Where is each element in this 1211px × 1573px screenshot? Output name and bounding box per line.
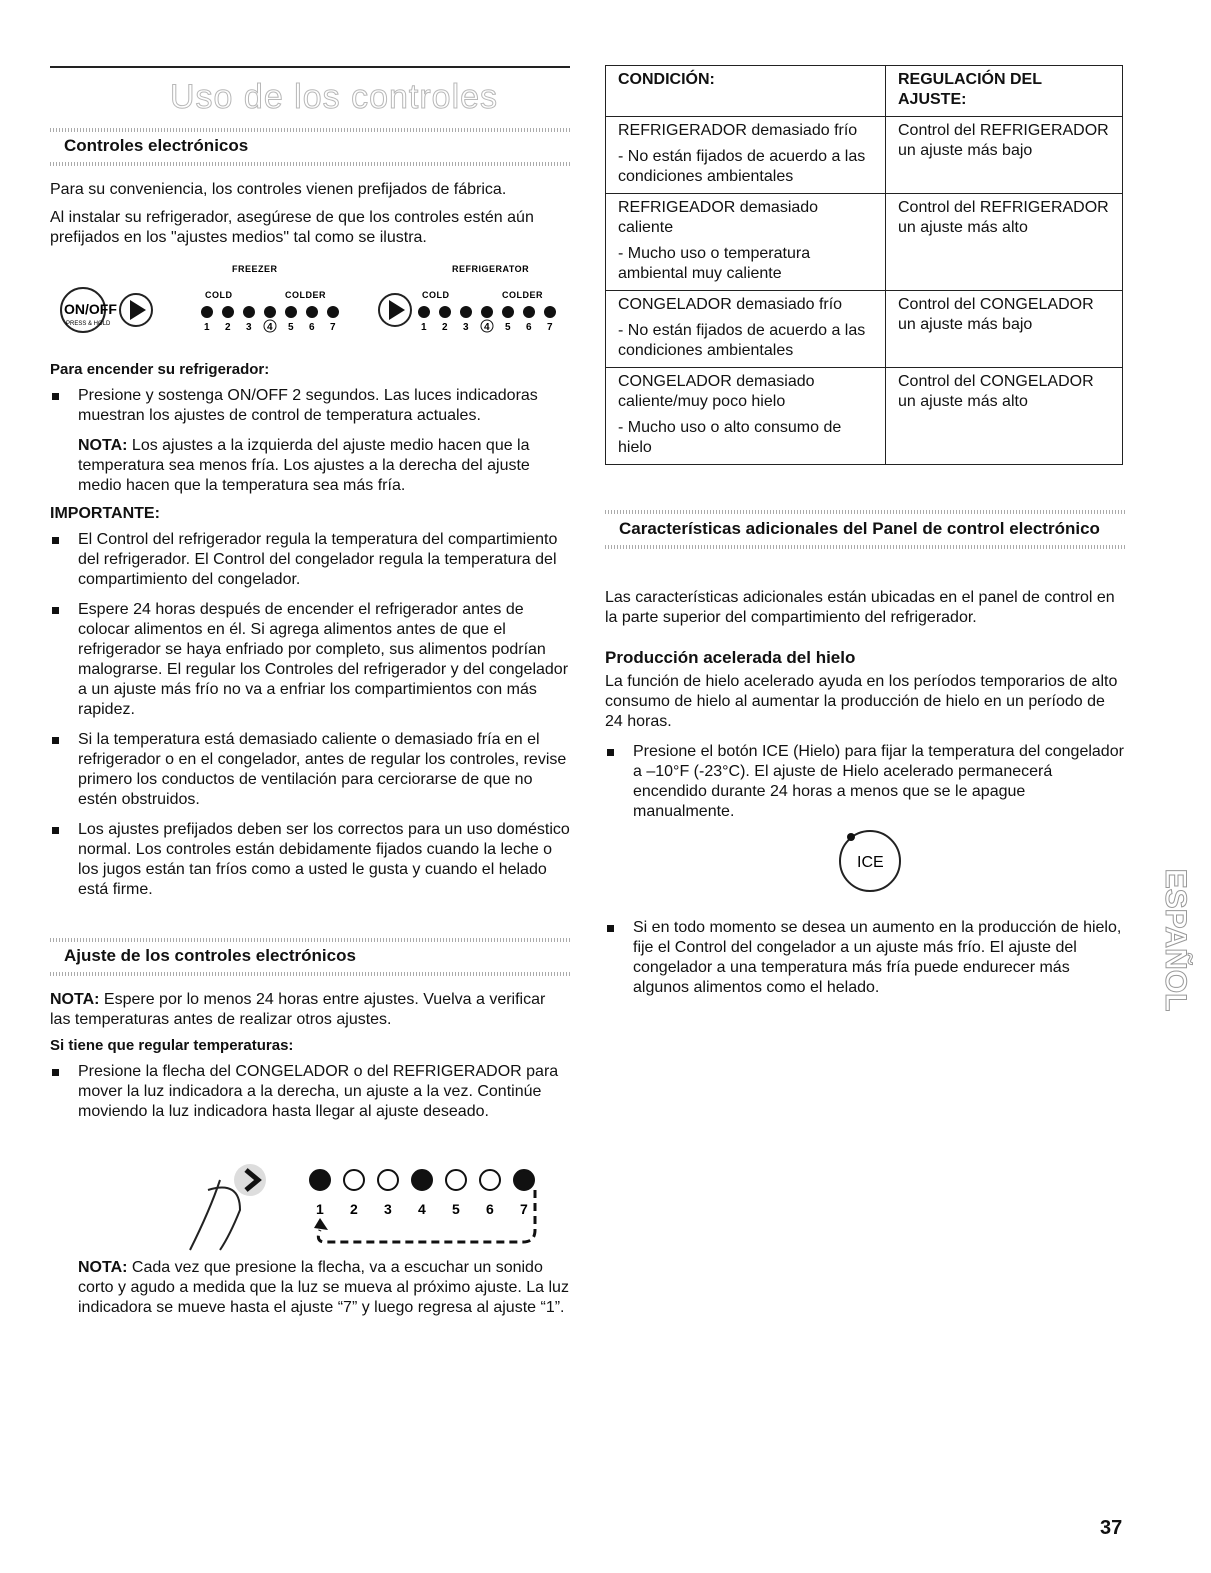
note-text: Cada vez que presione la flecha, va a escuchar un sonido corto y agudo a medida que la luz se mueva al próximo ajuste. La luz indicadora se mueve hasta el ajuste “7” y luego regresa al ajuste “1”. [78, 1259, 569, 1316]
note-label: NOTA: [50, 991, 100, 1008]
adjustment-cell: Control del CONGELADOR un ajuste más bajo [886, 291, 1123, 368]
arrow-right-icon [130, 300, 146, 320]
setting-number: 1 [421, 322, 427, 333]
setting-number: 3 [463, 322, 469, 333]
list-item: El Control del refrigerador regula la temperatura del compartimiento del refrigerador. El Control del congelador regula la temperatura del compartimiento del congelador. [50, 530, 570, 590]
note-text: Espere por lo menos 24 horas entre ajustes. Vuelva a verificar las temperaturas antes de realizar otros ajustes. [50, 991, 546, 1028]
section-heading: Características adicionales del Panel de control electrónico [619, 519, 1100, 538]
setting-number: 7 [520, 1201, 528, 1217]
section-heading: Ajuste de los controles electrónicos [64, 946, 356, 965]
subheading: Producción acelerada del hielo [605, 648, 856, 667]
indicator-dot [201, 306, 213, 318]
note-text: Los ajustes a la izquierda del ajuste medio hacen que la temperatura sea menos fría. Los ajustes a la derecha del ajuste medio hacen que la temperatura sea más fría. [78, 437, 530, 494]
setting-number: 2 [442, 322, 448, 333]
setting-number: 6 [526, 322, 532, 333]
paragraph: La función de hielo acelerado ayuda en los períodos temporarios de alto consumo de hielo al aumentar la producción de hielo en un período de 24 horas. [605, 673, 1118, 730]
condition-title: REFRIGERADOR demasiado frío [618, 122, 858, 139]
setting-number: 2 [225, 322, 231, 333]
side-tab-label: ESPAÑOL [1159, 868, 1192, 1012]
setting-number: 7 [547, 322, 553, 333]
indicator-dot [285, 306, 297, 318]
table-row [606, 368, 1123, 465]
paragraph: Para su conveniencia, los controles vienen prefijados de fábrica. [50, 181, 507, 198]
setting-number: 6 [309, 322, 315, 333]
finger-outline [190, 1180, 220, 1250]
setting-number: 6 [486, 1201, 494, 1217]
setting-number: 5 [505, 322, 511, 333]
dotted-divider [50, 162, 570, 166]
page-number: 37 [1100, 1517, 1123, 1539]
indicator-dot [418, 306, 430, 318]
setting-number: 3 [246, 322, 252, 333]
condition-cell [606, 117, 886, 194]
indicator-dot [523, 306, 535, 318]
subheading: Para encender su refrigerador: [50, 361, 270, 378]
table-row [606, 194, 1123, 291]
table-row [606, 117, 1123, 194]
finger-outline [208, 1188, 240, 1251]
setting-number: 7 [330, 322, 336, 333]
indicator-dot [460, 306, 472, 318]
condition-detail: - Mucho uso o temperatura ambiental muy caliente [618, 245, 811, 282]
list-item: Espere 24 horas después de encender el refrigerador antes de colocar alimentos en él. Si agrega alimentos antes de que el refrigerador se haya enfriado por completo, sus alimentos podrían malograrse. El regular los Controles del refrigerador y del congelador a un ajuste más frío no va a enfriar los compartimientos con más rapidez. [50, 600, 570, 720]
dotted-divider [605, 545, 1125, 549]
diagram-indicator-dots [310, 1170, 534, 1217]
condition-title: CONGELADOR demasiado caliente/muy poco hielo [618, 373, 815, 410]
note-3 [50, 1258, 570, 1326]
setting-number: 1 [204, 322, 210, 333]
arrow-up-icon [314, 1218, 328, 1230]
note [50, 1258, 570, 1318]
list-item: Si en todo momento se desea un aumento en la producción de hielo, fije el Control del congelador a un ajuste más frío. El ajuste del congelador a una temperatura más fría puede endurecer más algunos alimentos como el helado. [605, 918, 1125, 998]
setting-number: 4 [418, 1201, 426, 1217]
indicator-dot [544, 306, 556, 318]
paragraph: Al instalar su refrigerador, asegúrese de que los controles estén aún prefijados en los "ajustes medios" tal como se ilustra. [50, 209, 534, 246]
column-header: CONDICIÓN: [606, 66, 886, 117]
title-rule [50, 66, 570, 68]
adjustment-cell: Control del REFRIGERADOR un ajuste más bajo [886, 117, 1123, 194]
condition-cell [606, 291, 886, 368]
colder-label: COLDER [285, 290, 326, 300]
indicator-dot [344, 1170, 364, 1190]
dotted-divider [50, 972, 570, 976]
note [50, 436, 570, 496]
table-header-row [606, 66, 1123, 117]
condition-cell [606, 194, 886, 291]
note-label: NOTA: [78, 1259, 128, 1276]
ice-label: ICE [857, 854, 884, 871]
ice-button-illustration[interactable] [815, 825, 925, 895]
setting-number: 5 [288, 322, 294, 333]
onoff-label: ON/OFF [64, 301, 117, 317]
cold-label: COLD [205, 290, 233, 300]
colder-label: COLDER [502, 290, 543, 300]
setting-number: 1 [316, 1201, 324, 1217]
control-panel-illustration [50, 258, 570, 338]
note [50, 990, 570, 1030]
condition-title: CONGELADOR demasiado frío [618, 296, 843, 313]
indicator-dot [412, 1170, 432, 1190]
refrigerator-indicator-dots [418, 306, 556, 333]
setting-number: 5 [452, 1201, 460, 1217]
setting-number: 3 [384, 1201, 392, 1217]
setting-number: 4 [267, 322, 273, 333]
bullet-list [50, 1062, 570, 1122]
indicator-dot [222, 306, 234, 318]
section-features [605, 510, 1125, 549]
bullet-list [50, 386, 570, 426]
dotted-divider [50, 938, 570, 942]
list-item: Si la temperatura está demasiado caliente o demasiado fría en el refrigerador o en el congelador, antes de regular los controles, revise primero los conductos de ventilación para cerciorarse de que no estén obstruidos. [50, 730, 570, 810]
features-text [605, 588, 1125, 832]
freezer-label: FREEZER [232, 264, 278, 274]
table-row [606, 291, 1123, 368]
section-controls [50, 128, 570, 166]
turn-on-section [50, 360, 570, 910]
indicator-dot [264, 306, 276, 318]
subheading: Si tiene que regular temperaturas: [50, 1037, 294, 1054]
adjustment-cell: Control del CONGELADOR un ajuste más alto [886, 368, 1123, 465]
section-heading: Controles electrónicos [64, 136, 249, 155]
indicator-dot [446, 1170, 466, 1190]
indicator-light [847, 833, 855, 841]
indicator-dot [514, 1170, 534, 1190]
indicator-dot [378, 1170, 398, 1190]
condition-title: REFRIGEADOR demasiado caliente [618, 199, 819, 236]
list-item: Presione el botón ICE (Hielo) para fijar la temperatura del congelador a –10°F (-23°C). El ajuste de Hielo acelerado permanecerá encendido durante 24 horas a menos que se le apague manualmente. [605, 742, 1125, 822]
adjustment-cell: Control del REFRIGERADOR un ajuste más alto [886, 194, 1123, 291]
bullet-list [605, 742, 1125, 822]
subheading: IMPORTANTE: [50, 505, 160, 522]
bullet-list [605, 918, 1125, 998]
cold-label: COLD [422, 290, 450, 300]
important-list [50, 530, 570, 900]
table-body [606, 117, 1123, 465]
column-header: REGULACIÓN DEL AJUSTE: [886, 66, 1123, 117]
dotted-divider [50, 128, 570, 132]
indicator-dot [243, 306, 255, 318]
page-title: Uso de los controles [170, 78, 499, 116]
indicator-dot [306, 306, 318, 318]
indicator-dot [480, 1170, 500, 1190]
dotted-divider [605, 510, 1125, 514]
onoff-sub-label: PRESS & HOLD [66, 321, 111, 327]
list-item: Los ajustes prefijados deben ser los correctos para un uso doméstico normal. Los controles están debidamente fijados cuando la leche o los jugos están tan fríos como a usted le gusta y cuando el helado está firme. [50, 820, 570, 900]
section-adjust [50, 938, 570, 976]
intro-text [50, 180, 570, 248]
paragraph: Las características adicionales están ubicadas en el panel de control en la parte superior del compartimiento del refrigerador. [605, 589, 1115, 626]
freezer-indicator-dots [201, 306, 339, 333]
setting-number: 4 [484, 322, 490, 333]
adjustment-diagram [180, 1150, 560, 1260]
indicator-dot [502, 306, 514, 318]
indicator-dot [327, 306, 339, 318]
refrigerator-label: REFRIGERATOR [452, 264, 530, 274]
condition-detail: - No están fijados de acuerdo a las condiciones ambientales [618, 322, 866, 359]
indicator-dot [310, 1170, 330, 1190]
condition-cell [606, 368, 886, 465]
indicator-dot [481, 306, 493, 318]
ice-bullet-2 [605, 918, 1125, 1008]
list-item: Presione y sostenga ON/OFF 2 segundos. Las luces indicadoras muestran los ajustes de control de temperatura actuales. [50, 386, 570, 426]
adjust-text [50, 990, 570, 1132]
arrow-right-icon [389, 300, 405, 320]
condition-detail: - No están fijados de acuerdo a las condiciones ambientales [618, 148, 866, 185]
condition-detail: - Mucho uso o alto consumo de hielo [618, 419, 842, 456]
language-side-tab [1150, 820, 1192, 1060]
list-item: Presione la flecha del CONGELADOR o del REFRIGERADOR para mover la luz indicadora a la derecha, un ajuste a la vez. Continúe moviendo la luz indicadora hasta llegar al ajuste deseado. [50, 1062, 570, 1122]
setting-number: 2 [350, 1201, 358, 1217]
condition-table [605, 65, 1123, 465]
indicator-dot [439, 306, 451, 318]
note-label: NOTA: [78, 437, 128, 454]
